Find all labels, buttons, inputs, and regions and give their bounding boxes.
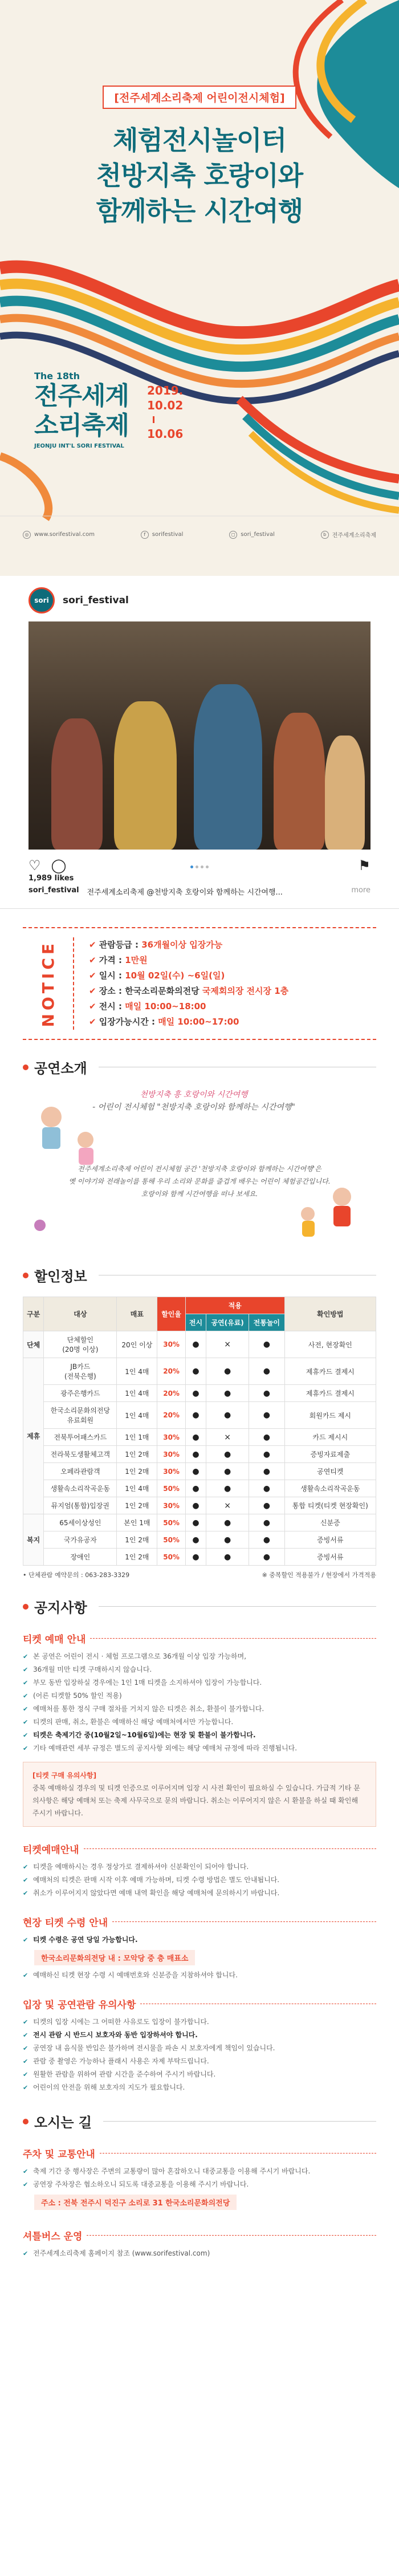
cell-price: 1인 1매 [117, 1429, 157, 1446]
column-subheader: 공연(유료) [206, 1314, 249, 1331]
table-row [23, 1480, 376, 1497]
caution-title: [티켓 구매 유의사항] [32, 1771, 97, 1779]
list-item: ✔ 티켓 수령은 공연 당일 가능합니다. [23, 1933, 376, 1947]
cell-exhibit: ● [185, 1463, 206, 1480]
date-start: 10.02 [147, 399, 184, 412]
intro-body-line: 전주세계소리축제 어린이 전시체험 공간 '천방지축 호랑이와 함께하는 시간여행'은 [78, 1165, 321, 1173]
cell-play: ● [249, 1446, 285, 1463]
section-title-notices [0, 1596, 399, 1616]
social-links [23, 530, 376, 539]
festival-name-line: 전주세계 [34, 381, 129, 411]
transport-items [23, 2165, 376, 2191]
notice-box [23, 927, 376, 1040]
table-row [23, 1358, 376, 1385]
post-header [28, 587, 370, 613]
festival-name-en: JEONJU INT'L SORI FESTIVAL [34, 443, 124, 449]
column-header: 구분 [23, 1297, 44, 1331]
list-item: ✔ 티켓은 축제기간 중(10월2일~10월6일)에는 현장 및 환불이 불가합니다. [23, 1729, 376, 1742]
festival-name [34, 371, 129, 449]
list-item: ✔ 공연장 내 음식물 반입은 불가하며 전시물을 파손 시 보호자에게 책임이 있습니다. [23, 2042, 376, 2055]
cell-price: 본인 1매 [117, 1514, 157, 1531]
cell-play: ● [249, 1402, 285, 1429]
bookmark-icon[interactable]: ⚑ [358, 858, 370, 873]
subsection-place: 현장 티켓 수령 안내 [23, 1915, 376, 1929]
intro-body-line: 호랑이와 함께 시간여행을 떠나 보세요. [141, 1190, 258, 1198]
discount-footnotes [23, 1570, 376, 1579]
cell-performance: ● [206, 1446, 249, 1463]
cell-check: 증빙서류 [284, 1531, 376, 1549]
post-caption [28, 886, 370, 897]
bullet-dot-icon [23, 2119, 28, 2124]
cell-check: 신분증 [284, 1514, 376, 1531]
cell-price: 1인 2매 [117, 1463, 157, 1480]
table-row [23, 1429, 376, 1446]
notice-item: ✔ 가격 : 1만원 [89, 953, 376, 968]
cell-exhibit: ● [185, 1531, 206, 1549]
cell-rate: 30% [157, 1331, 185, 1358]
notice-item: ✔ 일시 : 10월 02일(수) ~6일(일) [89, 968, 376, 984]
table-row [23, 1549, 376, 1566]
subsection-shuttle: 셔틀버스 운영 [23, 2228, 376, 2242]
column-header: 매표 [117, 1297, 157, 1331]
table-row [23, 1402, 376, 1429]
list-item: ✔ 예매처의 티켓은 판매 시작 이후 예매 가능하며, 티켓 수령 방법은 별도 안내됩니다. [23, 1874, 376, 1887]
cell-target: 생활속소리작곡운동 [44, 1480, 117, 1497]
cell-price: 1인 4매 [117, 1480, 157, 1497]
photo-figure [51, 718, 103, 850]
list-item: ✔ 티켓의 판매, 취소, 환불은 예매하신 해당 예매처에서만 가능합니다. [23, 1716, 376, 1729]
notice-item: ✔ 전시 : 매일 10:00~18:00 [89, 999, 376, 1014]
bullet-dot-icon [23, 1064, 28, 1070]
cell-rate: 20% [157, 1385, 185, 1402]
hero-title-line: 체험전시놀이터 [112, 125, 287, 156]
list-item: ✔ 티켓을 예매하시는 경우 정상가로 결제하셔야 신분확인이 되어야 합니다. [23, 1860, 376, 1874]
cell-target: 전라북도생활체고객 [44, 1446, 117, 1463]
heart-icon[interactable]: ♡ [28, 858, 41, 873]
cell-target: 전북투어패스카드 [44, 1429, 117, 1446]
instagram-post [0, 576, 399, 909]
caption-user[interactable]: sori_festival [28, 886, 79, 895]
cell-price: 1인 2매 [117, 1549, 157, 1566]
cell-performance: ● [206, 1514, 249, 1531]
cell-rate: 30% [157, 1497, 185, 1514]
cell-performance: × [206, 1331, 249, 1358]
cell-play: ● [249, 1429, 285, 1446]
cell-check: 제휴카드 결제시 [284, 1385, 376, 1402]
table-row [23, 1514, 376, 1531]
social-facebook[interactable] [141, 530, 184, 539]
bullet-dot-icon [23, 1604, 28, 1610]
place-items [23, 1933, 376, 1947]
section-title-directions [0, 2111, 399, 2131]
column-header: 할인율 [157, 1297, 185, 1331]
instagram-icon: ◻ [229, 531, 237, 539]
notice-label: NOTICE [23, 937, 74, 1030]
cell-performance: ● [206, 1480, 249, 1497]
cell-target: 뮤지엄(통합)입장권 [44, 1497, 117, 1514]
section-heading: 할인정보 [34, 1269, 87, 1285]
cell-price: 20인 이상 [117, 1331, 157, 1358]
more-link[interactable]: more [351, 886, 370, 895]
subsection-entry: 입장 및 공연관람 유의사항 [23, 1997, 376, 2011]
section-title-discount [0, 1265, 399, 1285]
row-group: 복지 [23, 1514, 44, 1566]
shuttle-items [23, 2247, 376, 2260]
cell-check: 공연티켓 [284, 1463, 376, 1480]
ticket-items [23, 1650, 376, 1755]
list-item: ✔ 전주세계소리축제 홈페이지 참조 (www.sorifestival.com) [23, 2247, 376, 2260]
list-item: ✔ 관람 중 촬영은 가능하나 플래시 사용은 자제 부탁드립니다. [23, 2055, 376, 2068]
social-website[interactable] [23, 530, 95, 539]
entry-items [23, 2016, 376, 2094]
cell-rate: 30% [157, 1463, 185, 1480]
cell-target: 오페라관람객 [44, 1463, 117, 1480]
subsection-ticket: 티켓 예매 안내 [23, 1631, 376, 1645]
cell-performance: ● [206, 1463, 249, 1480]
cell-target: 단체할인 (20명 이상) [44, 1331, 117, 1358]
cell-play: ● [249, 1463, 285, 1480]
cell-play: ● [249, 1385, 285, 1402]
list-item: ✔ 예매처를 통한 정식 구매 절차를 거치지 않은 티켓은 취소, 환불이 불가합니다. [23, 1703, 376, 1716]
column-header: 적용 [185, 1297, 284, 1314]
cell-price: 1인 2매 [117, 1531, 157, 1549]
table-row [23, 1331, 376, 1358]
comment-icon[interactable]: ◯ [51, 858, 67, 873]
hero-title [0, 123, 399, 229]
social-label: sorifestival [152, 531, 184, 538]
cell-price: 1인 4매 [117, 1402, 157, 1429]
festival-name-line: 소리축제 [34, 411, 129, 440]
cell-performance: ● [206, 1358, 249, 1385]
cell-performance: ● [206, 1402, 249, 1429]
list-item: ✔ 부모 동반 입장하실 경우에는 1인 1매 티켓을 소지하셔야 입장이 가능합니다. [23, 1676, 376, 1689]
cell-price: 1인 4매 [117, 1385, 157, 1402]
notice-item: ✔ 관람등급 : 36개월이상 입장가능 [89, 937, 376, 953]
cell-rate: 30% [157, 1429, 185, 1446]
discount-table-body [23, 1331, 376, 1566]
cell-target: 국가유공자 [44, 1531, 117, 1549]
column-header: 확인방법 [284, 1297, 376, 1331]
column-header: 대상 [44, 1297, 117, 1331]
ticket-caution-box [23, 1762, 376, 1827]
notice-list [74, 937, 376, 1030]
photo-figure [274, 713, 325, 850]
cell-play: ● [249, 1549, 285, 1566]
cell-target: 장애인 [44, 1549, 117, 1566]
cell-play: ● [249, 1497, 285, 1514]
row-group: 단체 [23, 1331, 44, 1358]
intro-line: - 어린이 전시체험 "천방지축 호랑이와 함께하는 시간여행" [92, 1103, 295, 1112]
list-item: ✔ 기타 예매관련 세부 규정은 별도의 공지사항 외에는 해당 예매처 규정에 따라 진행됩니다. [23, 1742, 376, 1755]
hero-poster [0, 0, 399, 576]
list-item: ✔ 본 공연은 어린이 전시 · 체험 프로그램으로 36개월 이상 입장 가능하며, [23, 1650, 376, 1663]
hero-tag: [전주세계소리축제 어린이전시체험] [103, 86, 296, 109]
photo-figure [114, 701, 177, 850]
cell-play: ● [249, 1531, 285, 1549]
cell-target: 광주은행카드 [44, 1385, 117, 1402]
list-item: ✔ 취소가 이루어지지 않았다면 예매 내역 확인을 해당 예매처에 문의하시기 바랍니다. [23, 1887, 376, 1900]
cell-price: 1인 2매 [117, 1446, 157, 1463]
post-photo [28, 621, 370, 850]
row-group: 제휴 [23, 1358, 44, 1514]
intro-text [91, 1088, 296, 1114]
list-item: ✔ 전시 관람 시 반드시 보호자와 동반 입장하셔야 합니다. [23, 2029, 376, 2042]
cell-play: ● [249, 1480, 285, 1497]
table-row [23, 1463, 376, 1480]
post-actions [28, 850, 370, 877]
cell-target: 65세이상성인 [44, 1514, 117, 1531]
cell-rate: 50% [157, 1531, 185, 1549]
cell-rate: 30% [157, 1446, 185, 1463]
subsection-transport: 주차 및 교통안내 [23, 2146, 376, 2160]
cell-exhibit: ● [185, 1331, 206, 1358]
cell-rate: 50% [157, 1514, 185, 1531]
list-item: ✔ 공연장 주차장은 협소하오니 되도록 대중교통을 이용해 주시기 바랍니다. [23, 2178, 376, 2191]
date-end: 10.06 [147, 427, 184, 441]
discount-table [23, 1297, 376, 1566]
cell-performance: × [206, 1497, 249, 1514]
intro-body-line: 옛 이야기와 전래놀이를 통해 우리 소리와 문화를 즐겁게 배우는 어린이 체험공간입니다. [68, 1177, 331, 1185]
cell-exhibit: ● [185, 1402, 206, 1429]
cell-play: ● [249, 1331, 285, 1358]
cell-exhibit: ● [185, 1480, 206, 1497]
cell-exhibit: ● [185, 1358, 206, 1385]
section-heading: 공연소개 [34, 1061, 87, 1076]
cell-price: 1인 4매 [117, 1358, 157, 1385]
notice-item: ✔ 입장가능시간 : 매일 10:00~17:00 [89, 1014, 376, 1030]
cell-check: 증빙자료제출 [284, 1446, 376, 1463]
section-title-intro [0, 1057, 399, 1077]
blog-icon: b [321, 531, 329, 539]
hero-title-line: 함께하는 시간여행 [96, 196, 303, 226]
social-label: www.sorifestival.com [34, 531, 95, 538]
cell-rate: 20% [157, 1402, 185, 1429]
list-item: ✔ 예매하신 티켓 현장 수령 시 예매번호와 신분증을 지참하셔야 합니다. [23, 1969, 376, 1982]
cell-rate: 50% [157, 1480, 185, 1497]
cell-rate: 50% [157, 1549, 185, 1566]
cell-price: 1인 2매 [117, 1497, 157, 1514]
photo-figure [325, 736, 365, 850]
cell-exhibit: ● [185, 1514, 206, 1531]
cell-check: 제휴카드 결제시 [284, 1358, 376, 1385]
festival-edition: The 18th [34, 371, 80, 381]
section-heading: 공지사항 [34, 1600, 87, 1616]
social-blog[interactable] [321, 530, 376, 539]
likes-count: 1,989 likes [28, 874, 74, 883]
list-item: ✔ 티켓의 입장 시에는 그 어떠한 사유로도 입장이 불가합니다. [23, 2016, 376, 2029]
intro-line: 천방지축 흥 호랑이와 시간여행 [140, 1090, 248, 1099]
list-item: ✔ 36개월 미만 티켓 구매하시지 않습니다. [23, 1663, 376, 1676]
hero-title-line: 천방지축 호랑이와 [96, 160, 303, 191]
cell-target: 한국소리문화의전당 유료회원 [44, 1402, 117, 1429]
cell-exhibit: ● [185, 1429, 206, 1446]
cell-check: 사전, 현장확인 [284, 1331, 376, 1358]
discount-caveat: ※ 중복할인 적용불가 / 현장에서 가격적용 [262, 1571, 376, 1579]
place-callout: 한국소리문화의전당 내 : 모악당 중 층 매표소 [34, 1950, 195, 1965]
cell-performance: ● [206, 1531, 249, 1549]
cell-exhibit: ● [185, 1385, 206, 1402]
cell-exhibit: ● [185, 1446, 206, 1463]
cell-check: 회원카드 제시 [284, 1402, 376, 1429]
avatar[interactable]: sori [28, 587, 55, 613]
cell-check: 증빙서류 [284, 1549, 376, 1566]
cell-play: ● [249, 1358, 285, 1385]
group-booking-note: • 단체관람 예약문의 : 063-283-3329 [23, 1571, 130, 1579]
post-username[interactable]: sori_festival [63, 595, 129, 606]
facebook-icon: f [141, 531, 149, 539]
list-item: ✔ (어른 티켓할 50% 할인 적용) [23, 1689, 376, 1703]
list-item: ✔ 원활한 관람을 위하여 관람 시간을 준수하여 주시기 바랍니다. [23, 2068, 376, 2081]
intro-block [23, 1083, 376, 1248]
cell-target: JB카드 (전북은행) [44, 1358, 117, 1385]
cell-check: 통합 티켓(티켓 현장확인) [284, 1497, 376, 1514]
cell-check: 카드 제시시 [284, 1429, 376, 1446]
cell-play: ● [249, 1514, 285, 1531]
table-row [23, 1531, 376, 1549]
cell-check: 생활속소리작곡운동 [284, 1480, 376, 1497]
intro-body [40, 1163, 359, 1200]
caption-text: 전주세계소리축제 @천방지축 호랑이와 함께하는 시간여행... [87, 888, 283, 897]
cell-performance: ● [206, 1385, 249, 1402]
column-subheader: 전시 [185, 1314, 206, 1331]
section-heading: 오시는 길 [34, 2115, 92, 2131]
photo-figure [194, 684, 262, 850]
table-row [23, 1385, 376, 1402]
caution-text: 중복 예매하실 경우의 및 티켓 인증으로 이루어지며 입장 시 사전 확인이 필요하실 수 있습니다. 가급적 기타 문의사항은 해당 예매처 또는 축제 사무국으로 문의 바랍니다. 취소는 이루어지지 않은 시 환불을 하실 때 확인해 주시기 바랍니다. [32, 1784, 360, 1817]
date-separator [153, 416, 154, 423]
notice-item: ✔ 장소 : 한국소리문화의전당 국제회의장 전시장 1층 [89, 984, 376, 999]
cell-performance: ● [206, 1549, 249, 1566]
table-row [23, 1446, 376, 1463]
cell-performance: × [206, 1429, 249, 1446]
cell-rate: 20% [157, 1358, 185, 1385]
date-year: 2019. [147, 384, 184, 397]
social-instagram[interactable] [229, 530, 275, 539]
festival-dates [147, 383, 183, 441]
place-note [23, 1969, 376, 1982]
cell-exhibit: ● [185, 1549, 206, 1566]
cell-exhibit: ● [185, 1497, 206, 1514]
address-callout: 주소 : 전북 전주시 덕진구 소리로 31 한국소리문화의전당 [34, 2195, 237, 2210]
column-subheader: 전통놀이 [249, 1314, 285, 1331]
carousel-dots [28, 866, 370, 868]
globe-icon: ◎ [23, 531, 31, 539]
social-label: 전주세계소리축제 [332, 533, 376, 539]
social-label: sori_festival [241, 531, 275, 538]
bullet-dot-icon [23, 1273, 28, 1278]
list-item: ✔ 축제 기간 중 행사장은 주변의 교통량이 많아 혼잡하오니 대중교통을 이용해 주시기 바랍니다. [23, 2165, 376, 2178]
list-item: ✔ 어린이의 안전을 위해 보호자의 지도가 필요합니다. [23, 2081, 376, 2094]
subsection-receive: 티켓예매안내 [23, 1842, 376, 1856]
table-row [23, 1497, 376, 1514]
receive-items [23, 1860, 376, 1900]
